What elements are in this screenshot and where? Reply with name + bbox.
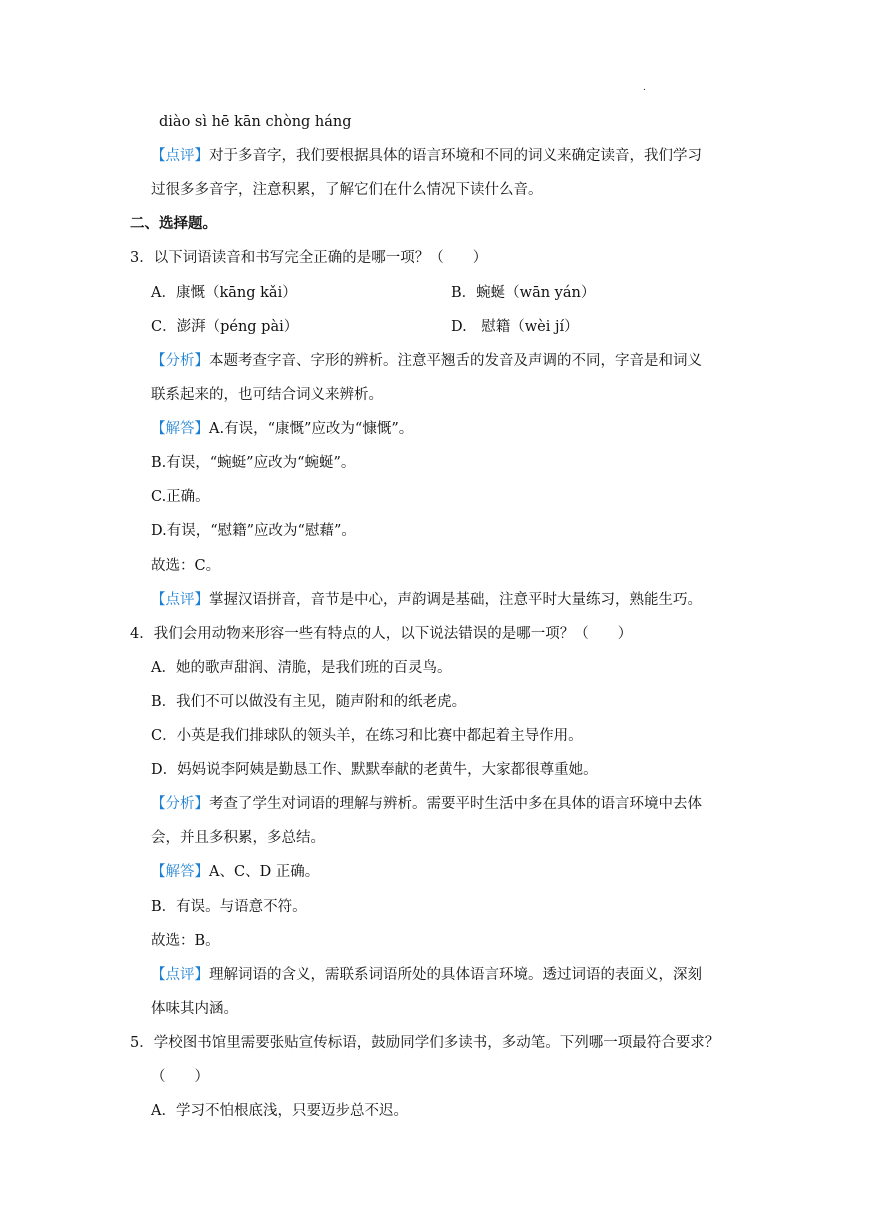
q4-comment: [151, 965, 702, 985]
q2-pinyin-line: diào sì hē kān chòng háng: [159, 114, 352, 130]
q4-answer-line2: B．有误。与语意不符。: [151, 899, 307, 915]
q3-answer-line2: B.有误，“蜿蜓”应改为“蜿蜒”。: [151, 455, 356, 471]
q5-stem: 5．学校图书馆里需要张贴宣传标语，鼓励同学们多读书，多动笔。下列哪一项最符合要求？: [130, 1035, 720, 1051]
q3-comment-line1: 掌握汉语拼音，音节是中心，声韵调是基础，注意平时大量练习，熟能生巧。: [209, 592, 702, 608]
q2-comment-line1: 对于多音字，我们要根据具体的语言环境和不同的词义来确定读音，我们学习: [209, 148, 702, 164]
q4-answer: [151, 862, 319, 882]
q2-comment: [151, 146, 702, 166]
answer-tag: 【解答】: [151, 864, 209, 880]
q3-answer-line3: C.正确。: [151, 489, 210, 505]
q4-answer-line1: A、C、D 正确。: [209, 864, 320, 880]
q3-option-d: D. 慰籍（wèi jí）: [451, 319, 579, 335]
q3-option-a: A．康慨（kāng kǎi）: [151, 285, 297, 301]
q3-answer-line4: D.有误，“慰籍”应改为“慰藉”。: [151, 523, 356, 539]
q3-analysis: [151, 351, 702, 371]
q4-choice: 故选：B。: [151, 933, 220, 949]
q3-answer-line1: A.有误，“康慨”应改为“慷慨”。: [209, 421, 414, 437]
q3-option-c: C．澎湃（péng pài）: [151, 319, 299, 335]
section-heading: 二、选择题。: [130, 215, 217, 232]
comment-tag: 【点评】: [151, 592, 209, 608]
q4-option-a: A．她的歌声甜润、清脆，是我们班的百灵鸟。: [151, 660, 452, 676]
comment-tag: 【点评】: [151, 967, 209, 983]
q4-analysis: [151, 794, 702, 814]
q3-option-b: B．蜿蜒（wān yán）: [451, 285, 596, 301]
q3-analysis-line1: 本题考查字音、字形的辨析。注意平翘舌的发音及声调的不同，字音是和词义: [209, 353, 702, 369]
q3-analysis-line2: 联系起来的，也可结合词义来辨析。: [151, 387, 383, 403]
q3-comment: [151, 590, 702, 610]
q4-option-c: C．小英是我们排球队的领头羊，在练习和比赛中都起着主导作用。: [151, 728, 583, 744]
q3-answer: [151, 419, 413, 439]
top-mark: .: [643, 83, 646, 93]
q4-option-b: B．我们不可以做没有主见，随声附和的纸老虎。: [151, 694, 467, 710]
comment-tag: 【点评】: [151, 148, 209, 164]
q4-stem: 4．我们会用动物来形容一些有特点的人，以下说法错误的是哪一项？（ ）: [130, 626, 633, 642]
q5-option-a: A．学习不怕根底浅，只要迈步总不迟。: [151, 1103, 408, 1119]
analysis-tag: 【分析】: [151, 353, 209, 369]
q4-comment-line2: 体味其内涵。: [151, 1001, 238, 1017]
q4-analysis-line2: 会，并且多积累，多总结。: [151, 830, 325, 846]
q2-comment-line2: 过很多多音字，注意积累，了解它们在什么情况下读什么音。: [151, 182, 543, 198]
analysis-tag: 【分析】: [151, 796, 209, 812]
q3-choice: 故选：C。: [151, 558, 221, 574]
q4-comment-line1: 理解词语的含义，需联系词语所处的具体语言环境。透过词语的表面义，深刻: [209, 967, 702, 983]
q4-analysis-line1: 考查了学生对词语的理解与辨析。需要平时生活中多在具体的语言环境中去体: [209, 796, 702, 812]
q5-stem-line2: （ ）: [151, 1069, 209, 1085]
q4-option-d: D．妈妈说李阿姨是勤恳工作、默默奉献的老黄牛，大家都很尊重她。: [151, 762, 598, 778]
answer-tag: 【解答】: [151, 421, 209, 437]
q3-stem: 3．以下词语读音和书写完全正确的是哪一项？（ ）: [130, 250, 488, 266]
